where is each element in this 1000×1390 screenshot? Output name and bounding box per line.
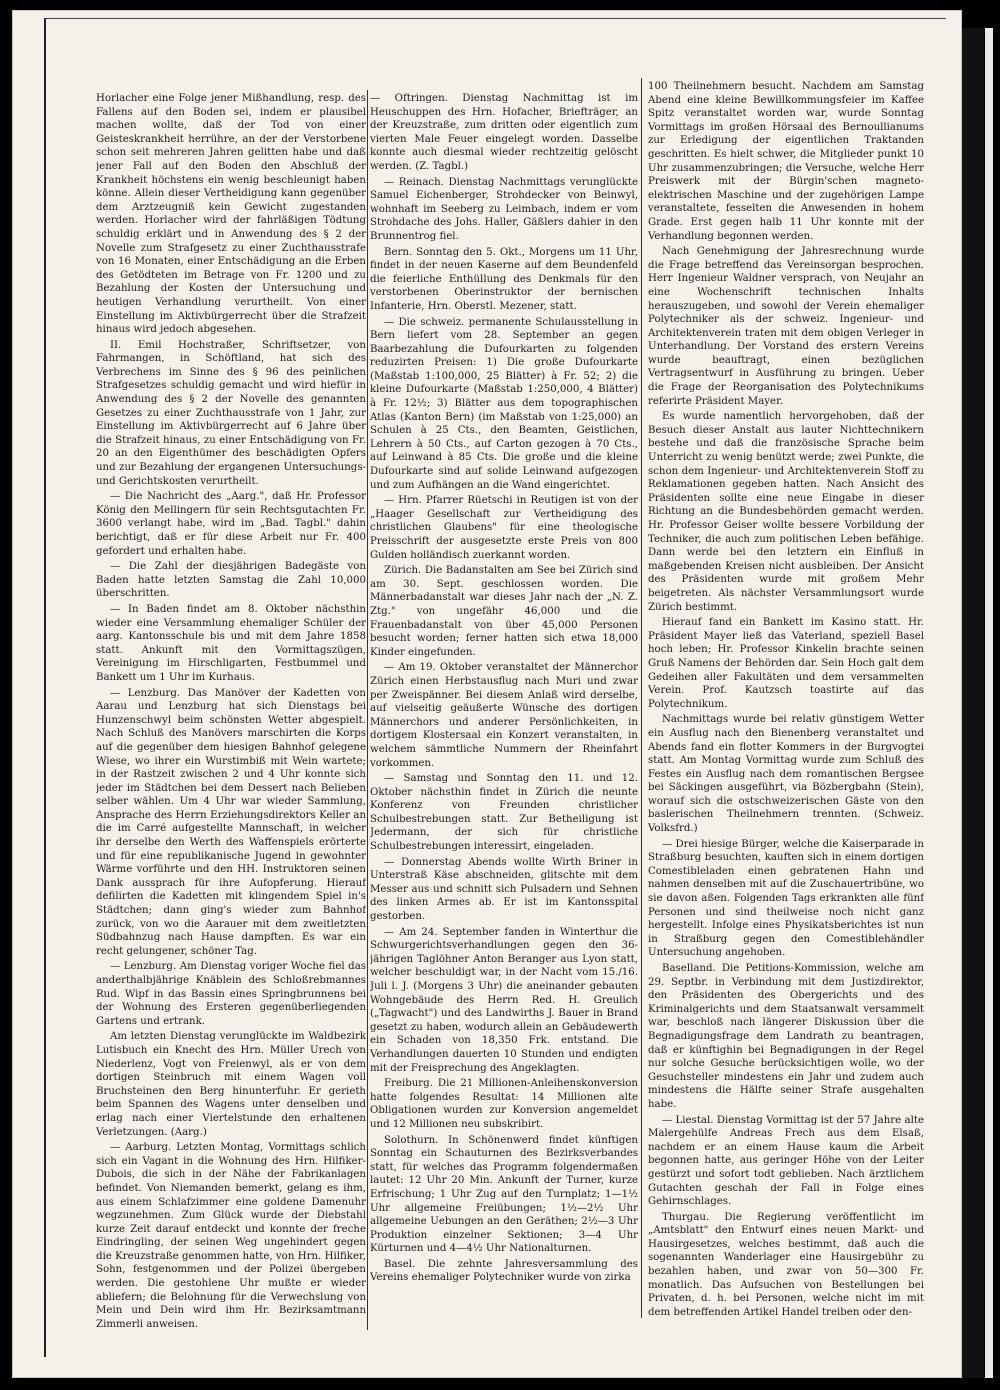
article-paragraph: — Liestal. Dienstag Vormittag ist der 57 Jahre alte Malergehülfe Andreas Frech aus dem Elsaß, nachdem er an einem Hause kaum die Arbeit begonnen hatte, aus geringer Höhe von der Leiter gestürzt und sofort todt geblieben. Nach ärztlichem Gutachten geschah der Fall in Folge eines Gehirnschlages. <box>648 1114 924 1208</box>
article-paragraph: — Samstag und Sonntag den 11. und 12. Oktober nächsthin findet in Zürich die neunte Konferenz von Freunden christlicher Schulbestrebungen statt. Zur Betheiligung ist Jedermann, der sich für christliche Schulbestrebungen interessirt, eingeladen. <box>370 773 638 853</box>
article-paragraph: II. Emil Hochstraßer, Schriftsetzer, von Fahrmangen, in Schöftland, hat sich des Verbrechens im Sinne des § 96 des peinlichen Strafgesetzes schuldig gemacht und wird hiefür in Anwendung des § 2 der Novelle des genannten Gesetzes zu einer Zuchthausstrafe von 1 Jahr, zur Einstellung im Aktivbürgerrecht auf 6 Jahre über die Strafzeit hinaus, zu einer Entschädigung von Fr. 20 an den Eigenthümer des beschädigten Opfers und zur Bezahlung der ergangenen Untersuchungs- und Gerichtskosten verurtheilt. <box>96 339 366 487</box>
article-paragraph: Nach Genehmigung der Jahresrechnung wurde die Frage betreffend das Vereinsorgan besprochen. Herr Ingenieur Waldner versprach, von Neujahr an eine Wochenschrift technischen Inhalts herauszugeben, und sowohl der Verein ehemaliger Polytechniker als der schweiz. Ingenieur- und Architektenverein traten mit dem obigen Verleger in Unterhandlung. Der Vorstand des erstern Vereins wurde beauftragt, einen bezüglichen Vertragsentwurf in Ausführung zu bringen. Ueber die Frage der Reorganisation des Polytechnikums referirte Präsident Mayer. <box>648 246 924 407</box>
article-paragraph: Freiburg. Die 21 Millionen-Anleihenskonversion hatte folgendes Resultat: 14 Millionen alte Obligationen wurden zur Konversion angemeldet und 12 Millionen neu subskribirt. <box>370 1078 638 1130</box>
article-paragraph: Hierauf fand ein Bankett im Kasino statt. Hr. Präsident Mayer ließ das Vaterland, speziell Basel hoch leben; Hr. Professor Kinkelin brachte seinen Gruß Namens der Behörden dar. Sein Hoch galt dem Gedeihen aller Fakultäten und dem versammelten Verein. Prof. Kautzsch toastirte auf das Polytechnikum. <box>648 617 924 710</box>
article-paragraph: — Drei hiesige Bürger, welche die Kaiserparade in Straßburg besuchten, kauften sich in einem dortigen Comestibleladen einen gebratenen Hahn und nahmen denselben mit auf die Zuschauertribüne, wo sie davon aßen. Folgenden Tags erkrankten alle fünf Personen und sind theilweise noch nicht ganz hergestellt. Infolge eines Physikatsberichtes ist nun in Straßburg gegen den Comestiblehändler Untersuchung angehoben. <box>648 838 924 959</box>
scan-edge-strip <box>962 28 984 1378</box>
text-column-3 <box>648 80 924 1320</box>
article-paragraph: — In Baden findet am 8. Oktober nächsthin wieder eine Versammlung ehemaliger Schüler der aarg. Kantonsschule bis und mit dem Jahre 1858 statt. Ankunft mit den Vormittagszügen, Vereinigung im Hirschligarten, Festbummel und Bankett um 1 Uhr im Kurhaus. <box>96 603 366 683</box>
article-paragraph: — Die schweiz. permanente Schulausstellung in Bern liefert vom 28. September an gegen Baarbezahlung die Dufourkarten zu folgenden reduzirten Preisen: 1) Die große Dufourkarte (Maßstab 1:100,000, 25 Blätter) à Fr. 52; 2) die kleine Dufourkarte (Maßstab 1:250,000, 4 Blätter) à Fr. 12½; 3) Blätter aus dem topographischen Atlas (Kanton Bern) (im Maßstab von 1:25,000) an Schulen à 25 Cts., den Beamten, Geistlichen, Lehrern à 50 Cts., auf Carton gezogen à 70 Cts., auf Leinwand à 85 Cts. Die große und die kleine Dufourkarte sind auf solide Leinwand aufgezogen und zum Aufhängen an die Wand eingerichtet. <box>370 316 638 491</box>
article-paragraph: Bern. Sonntag den 5. Okt., Morgens um 11 Uhr, findet in der neuen Kaserne auf dem Beundenfeld die feierliche Enthüllung des Denkmals für den verstorbenen Oberinstruktor der bernischen Infanterie, Hrn. Oberstl. Mezener, statt. <box>370 246 638 312</box>
article-paragraph: — Oftringen. Dienstag Nachmittag ist im Heuschuppen des Hrn. Hofacher, Briefträger, an der Kreuzstraße, zum dritten oder eigentlich zum vierten Male Feuer eingelegt worden. Dasselbe konnte auch diesmal wieder rechtzeitig gelöscht werden. (Z. Tagbl.) <box>370 93 638 172</box>
article-paragraph: — Lenzburg. Das Manöver der Kadetten von Aarau und Lenzburg hat sich Dienstags bei Hunzenschwyl beim schönsten Wetter abgespielt. Nach Schluß des Manövers marschirten die Korps auf die gegenüber dem hiesigen Bahnhof gelegene Wiese, wo ihrer ein Wurstimbiß mit Wein wartete; in der Rastzeit zwischen 2 und 4 Uhr konnte sich jeder im Städtchen bei dem Dessert nach Belieben selber wählen. Um 4 Uhr war wieder Sammlung, Ansprache des Herrn Erziehungsdirektors Keller an die im Carré aufgestellte Mannschaft, in welcher ihr derselbe den Werth des Waffenspiels erörterte und für eine republikanische Jugend in gewohnter Wärme vorführte und den HH. Instruktoren seinen Dank aussprach für ihre Aufopferung. Hierauf defilirten die Kadetten mit klingendem Spiel in's Städtchen; dann ging's wieder zum Bahnhof zurück, von wo die Aarauer mit dem zweitletzten Südbahnzug nach Hause dampften. Es war ein recht gelungener, schöner Tag. <box>96 687 366 957</box>
scan-edge-light <box>985 28 993 1378</box>
article-paragraph: Baselland. Die Petitions-Kommission, welche am 29. Septbr. in Verbindung mit dem Justizdirektor, den Präsidenten des Obergerichts und des Kriminalgerichts und dem Staatsanwalt versammelt war, beschloß nach längerer Diskussion über die Begnadigungsfrage dem Landrath zu beantragen, daß er künftighin bei Begnadigungen in der Regel nur solche Gesuche berücksichtigen wolle, wo der Gesuchsteller mindestens ein Jahr und zudem auch mindestens die Hälfte seiner Strafe ausgehalten habe. <box>648 963 924 1110</box>
column-rule-2 <box>641 78 642 1318</box>
text-column-2 <box>370 92 638 1332</box>
article-paragraph: — Am 24. September fanden in Winterthur die Schwurgerichtsverhandlungen gegen den 36-jährigen Taglöhner Anton Beranger aus Lyon statt, welcher beschuldigt war, in der Nacht vom 15./16. Juli l. J. (Morgens 3 Uhr) die aneinander gebauten Wohngebäude des Herrn Red. H. Greulich („Tagwacht") und des Landwirths J. Bauer in Brand gesetzt zu haben, wodurch allein an Gebäudewerth ein Schaden von 18,350 Frk. entstand. Die Verhandlungen dauerten 10 Stunden und endigten mit der Freisprechung des Angeklagten. <box>370 926 638 1074</box>
article-paragraph: — Die Zahl der diesjährigen Badegäste von Baden hatte letzten Samstag die Zahl 10,000 überschritten. <box>96 561 366 600</box>
article-paragraph: — Hrn. Pfarrer Rüetschi in Reutigen ist von der „Haager Gesellschaft zur Vertheidigung des christlichen Glaubens" für eine theologische Preisschrift der ausgesetzte erste Preis von 800 Gulden holländisch zuerkannt worden. <box>370 495 638 561</box>
article-paragraph: — Donnerstag Abends wollte Wirth Briner in Unterstraß Käse abschneiden, glitschte mit dem Messer aus und schnitt sich Pulsadern und Sehnen des linken Armes ab. Er ist im Kantonsspital gestorben. <box>370 856 638 923</box>
article-paragraph: — Am 19. Oktober veranstaltet der Männerchor Zürich einen Herbstausflug nach Muri und zwar per Zweispänner. Bei diesem Anlaß wird derselbe, auf vielseitig geäußerte Wünsche des dortigen Männerchors und anderer Persönlichkeiten, in dortigem Klostersaal ein Konzert veranstalten, in welchem sämmtliche Nummern der Rheinfahrt vorkommen. <box>370 662 638 769</box>
article-paragraph: Thurgau. Die Regierung veröffentlicht im „Amtsblatt" den Entwurf eines neuen Markt- und Hausirgesetzes, welches bestimmt, daß auch die sogenannten Wanderlager eine Hausirgebühr zu bezahlen haben, und zwar von 50—300 Fr. monatlich. Das Aufsuchen von Bestellungen bei Privaten, d. h. bei Personen, welche nicht im mit dem betreffenden Artikel Handel treiben oder den- <box>648 1211 924 1318</box>
article-paragraph: Zürich. Die Badanstalten am See bei Zürich sind am 30. Sept. geschlossen worden. Die Männerbadanstalt war dieses Jahr nach der „N. Z. Ztg." von ungefähr 46,000 und die Frauenbadanstalt von über 45,000 Personen besucht worden; ferner hatten sich etwa 18,000 Kinder eingefunden. <box>370 565 638 658</box>
article-paragraph: Solothurn. In Schönenwerd findet künftigen Sonntag ein Schauturnen des Bezirksverbandes statt, für welches das Programm folgendermaßen lautet: 12 Uhr 20 Min. Ankunft der Turner, kurze Erfrischung; 1 Uhr Zug auf den Turnplatz; 1—1½ Uhr allgemeine Freiübungen; 1½—2½ Uhr allgemeine Uebungen an den Geräthen; 2½—3 Uhr Produktion einzelner Sektionen; 3—4 Uhr Kürturnen und 4—4½ Uhr Nationalturnen. <box>370 1134 638 1255</box>
text-column-1 <box>96 92 366 1332</box>
article-paragraph: Horlacher eine Folge jener Mißhandlung, resp. des Fallens auf den Boden sei, indem er plausibel machen wollte, daß der Tod von einer Geisteskrankheit herrühre, an der der Verstorbene schon seit mehreren Jahren gelitten habe und daß jener Fall auf den Boden den Abschluß der Krankheit höchstens ein wenig beschleunigt haben könne. Allein dieser Vertheidigung kann gegenüber dem Arztzeugniß kein Gewicht zugestanden werden. Horlacher wird der fahrläßigen Tödtung schuldig erklärt und in Anwendung des § 2 der Novelle zum Strafgesetz zu einer Zuchthausstrafe von 16 Monaten, einer Entschädigung an die Erben des Getödteten im Betrage von Fr. 1200 und zu Bezahlung der Kosten der Untersuchung und heutigen Verhandlung verurtheilt. Von einer Einstellung im Aktivbürgerrecht über die Strafzeit hinaus wird jedoch abgesehen. <box>96 93 366 336</box>
article-paragraph: 100 Theilnehmern besucht. Nachdem am Samstag Abend eine kleine Bewillkommungsfeier im Kaffee Spitz veranstaltet worden war, wurde Sonntag Vormittags im großen Hörsaal des Bernoullianums zur Erledigung der eigentlichen Traktanden geschritten. Es hielt schwer, die Mitglieder punkt 10 Uhr zusammenzubringen; die Versuche, welche Herr Preiswerk mit der Bürgin'schen magneto-elektrischen Maschine und der zugehörigen Lampe veranstaltete, fesselten die Anwesenden in hohem Grade. Erst gegen halb 11 Uhr konnte mit der Verhandlung begonnen werden. <box>648 81 924 242</box>
column-rule-1 <box>367 90 368 1330</box>
article-paragraph: Am letzten Dienstag verunglückte im Waldbezirk Lutisbuch ein Knecht des Hrn. Müller Urech von Niederlenz, Vogt von Freienwyl, als er von dem dortigen Steinbruch mit einem Wagen voll Bruchsteinen den Berg hinunterfuhr. Er gerieth beim Spannen des Wagens unter denselben und erlag nach einer Viertelstunde den erhaltenen Verletzungen. (Aarg.) <box>96 1031 366 1138</box>
article-paragraph: Basel. Die zehnte Jahresversammlung des Vereins ehemaliger Polytechniker wurde von zirka <box>370 1258 638 1284</box>
article-paragraph: Es wurde namentlich hervorgehoben, daß der Besuch dieser Anstalt aus lauter Nichttechnikern bestehe und daß die französische Sprache beim Unterricht zu wenig benützt werde; zwei Punkte, die schon dem Ingenieur- und Architektenverein Stoff zu Reklamationen gegeben hatten. Nach Ansicht des Präsidenten sollte eine neue Eingabe in dieser Richtung an die Bundesbehörden gemacht werden. Hr. Professor Geiser wollte bessere Vorbildung der Techniker, die auch zum politischen Leben befähige. Dann werde bei den letztern ein Einfluß in maßgebenden Kreisen nicht ausbleiben. Der Ansicht des Präsidenten wurde mit großem Mehr beigetreten. Als nächster Versammlungsort wurde Zürich bestimmt. <box>648 411 924 613</box>
article-paragraph: — Die Nachricht des „Aarg.", daß Hr. Professor König den Mellingern für sein Rechtsgutachten Fr. 3600 verlangt habe, wird im „Bad. Tagbl." dahin berichtigt, daß er für diese Arbeit nur Fr. 400 gefordert und erhalten habe. <box>96 491 366 557</box>
article-paragraph: — Lenzburg. Am Dienstag voriger Woche fiel das anderthalbjährige Knäblein des Schloßrebmannes Rud. Wipf in das Bassin eines Springbrunnens bei der Wohnung des Ersteren gegenüberliegenden Gartens und ertrank. <box>96 961 366 1027</box>
article-paragraph: — Aarburg. Letzten Montag, Vormittags schlich sich ein Vagant in die Wohnung des Hrn. Hilfiker-Dubois, die sich in der Nähe der Fabrikanlagen befindet. Von Niemanden bemerkt, gelang es ihm, aus einem Schlafzimmer eine goldene Damenuhr wegzunehmen. Zum Glück wurde der Diebstahl kurze Zeit darauf entdeckt und konnte der freche Eindringling, der seinen Weg ungehindert gegen die Kreuzstraße genommen hatte, von Hrn. Hilfiker, Sohn, festgenommen und der Polizei übergeben werden. Die gestohlene Uhr mußte er wieder abliefern; die Belohnung für die Verwechslung von Mein und Dein wird ihm Hr. Bezirksamtmann Zimmerli anweisen. <box>96 1142 366 1330</box>
article-paragraph: Nachmittags wurde bei relativ günstigem Wetter ein Ausflug nach den Bienenberg veranstaltet und Abends fand ein flotter Kommers in der Burgvogtei statt. Am Montag Vormittag wurde zum Schluß des Festes ein Ausflug nach dem romantischen Bergsee bei Säckingen ausgeführt, via Bözbergbahn (Stein), worauf sich die ostschweizerischen Gäste von den baslerischen Theilnehmern trennten. (Schweiz. Volksfrd.) <box>648 714 924 835</box>
article-paragraph: — Reinach. Dienstag Nachmittags verunglückte Samuel Eichenberger, Strohdecker von Beinwyl, wohnhaft im Seeberg zu Leimbach, indem er vom Strohdache des Johs. Haller, Gäßlers dahier in den Brunnentrog fiel. <box>370 176 638 242</box>
